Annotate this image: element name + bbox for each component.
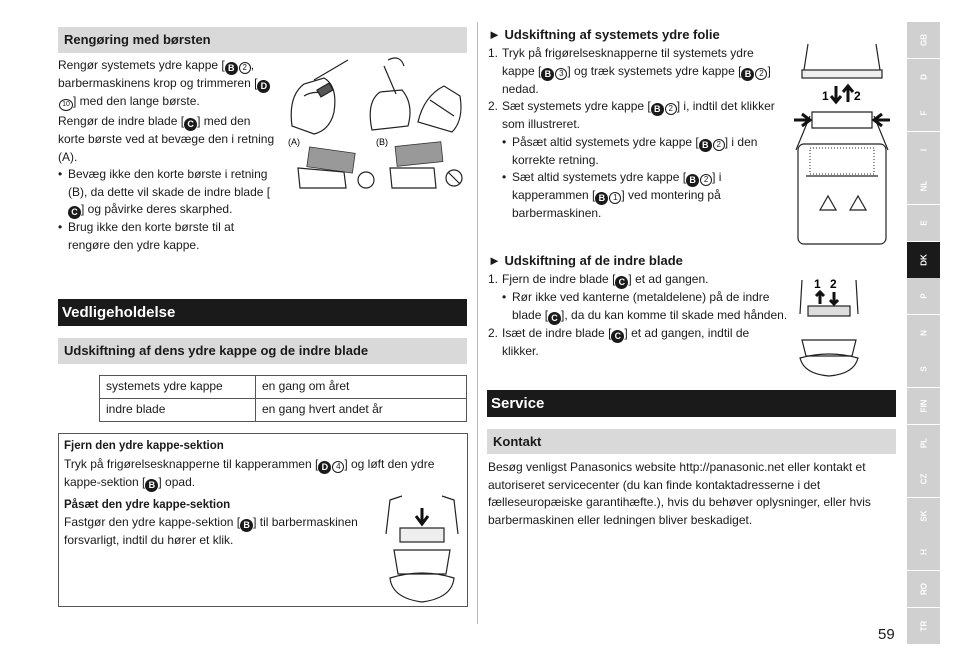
brush-cleaning-illustration [284, 56, 470, 198]
language-tab-gb[interactable] [907, 22, 940, 58]
table-cell: indre blade [100, 399, 256, 422]
language-tab-label: D [918, 73, 928, 80]
replacement-table [99, 375, 467, 422]
language-tab-label: SK [918, 510, 928, 522]
table-row [100, 376, 467, 399]
language-tab-label: GB [918, 34, 928, 46]
list-item: • Sæt altid systemets ydre kappe [ B 2 ] i kapperammen [ B 1 ] ved montering på barbermaskinen. [502, 169, 788, 223]
language-tab-label: PL [918, 437, 928, 448]
list-item: • Påsæt altid systemets ydre kappe [ B 2 ] i den korrekte retning. [502, 134, 788, 170]
language-tab-label: H [918, 549, 928, 556]
language-tab-label: F [918, 110, 928, 116]
language-tab-label: N [918, 329, 928, 336]
brush-paragraph-2: Rengør de indre blade [ C ] med den korte børste ved at bevæge den i retning (A). [58, 114, 275, 164]
language-tab-n[interactable] [907, 315, 940, 351]
language-tab-e[interactable] [907, 205, 940, 241]
language-tab-ro[interactable] [907, 571, 940, 607]
language-tab-s[interactable] [907, 351, 940, 387]
list-item: 2. Sæt systemets ydre kappe [ B 2 ] i, indtil det klikker som illustreret. [488, 99, 775, 131]
language-tab-f[interactable] [907, 95, 940, 131]
brush-paragraph-1: Rengør systemets ydre kappe [ B 2 , barbermaskinens krop og trimmeren [ D10 ] med den lange børste. [58, 57, 275, 111]
language-tab-label: E [918, 220, 928, 226]
foil-text [488, 45, 788, 223]
language-tab-label: FIN [918, 399, 928, 413]
language-tab-label: S [918, 366, 928, 373]
list-item: • Bevæg ikke den korte børste i retning (B), da dette vil skade de indre blade [C ] og påvirke deres skarphed. [58, 166, 275, 219]
language-tab-nl[interactable] [907, 168, 940, 204]
label-b: (B) [376, 137, 388, 147]
page-number: 59 [878, 626, 895, 643]
blades-text [488, 271, 788, 360]
blades-heading: ► Udskiftning af de indre blade [488, 253, 683, 268]
maintenance-heading: Vedligeholdelse [58, 299, 467, 326]
language-tab-pl[interactable] [907, 425, 940, 461]
language-tab-dk[interactable] [907, 242, 940, 278]
brush-bullets [58, 166, 275, 254]
list-item: 1. Tryk på frigørelsesknapperne til systemets ydre kappe [ B 3 ] og træk systemets ydre kappe [ B 2 ] nedad. [488, 46, 771, 96]
language-tab-label: NL [918, 181, 928, 192]
language-tab-h[interactable] [907, 534, 940, 570]
brush-heading: Rengøring med børsten [58, 27, 467, 53]
brush-text [58, 57, 275, 254]
attach-text: Fastgør den ydre kappe-sektion [ B ] til barbermaskinen forsvarligt, indtil du hører et klik. [64, 515, 358, 547]
language-tab-cz[interactable] [907, 461, 940, 497]
contact-text: Besøg venligst Panasonics website http://panasonic.net eller kontakt et autoriseret servicecenter (du kan finde kontaktadresserne i det fælleseuropæiske garantihæfte.), hvis du behøver oplysninger, eller hvis barbermaskinen eller ledningen bliver beskadiget. [488, 460, 871, 527]
blades-illustration [794, 270, 864, 378]
table-cell: systemets ydre kappe [100, 376, 256, 399]
language-tab-label: RO [918, 583, 928, 595]
remove-heading: Fjern den ydre kappe-sektion [64, 440, 224, 452]
table-row [100, 399, 467, 422]
list-item: 2. Isæt de indre blade [ C ] et ad gangen, indtil de klikker. [488, 325, 750, 358]
svg-text:1: 1 [814, 277, 821, 291]
column-divider [477, 22, 478, 624]
list-item: 1. Fjern de indre blade [ C ] et ad gangen. [488, 272, 709, 287]
language-tab-label: CZ [918, 473, 928, 485]
svg-text:2: 2 [830, 277, 837, 291]
language-tab-tr[interactable] [907, 608, 940, 644]
attach-section-illustration [380, 494, 464, 604]
language-tab-label: TR [918, 620, 928, 631]
foil-heading: ► Udskiftning af systemets ydre folie [488, 27, 720, 42]
language-tab-label: DK [918, 253, 928, 266]
c-symbol: C [184, 118, 197, 131]
d-symbol: D [257, 80, 270, 93]
language-tab-i[interactable] [907, 132, 940, 168]
label-a: (A) [288, 137, 300, 147]
remove-text: Tryk på frigørelsesknapperne til kapperammen [ D 4 ] og løft den ydre kappe-sektion [ B ] opad. [64, 456, 435, 490]
foil-illustration [792, 40, 892, 246]
arrow-label-2: 2 [854, 89, 861, 103]
language-tab-label: I [918, 148, 928, 151]
language-tab-p[interactable] [907, 278, 940, 314]
b-symbol: B [225, 62, 238, 75]
list-item: • Brug ikke den korte børste til at rengøre den ydre kappe. [58, 219, 275, 254]
table-cell: en gang hvert andet år [256, 399, 467, 422]
replace-heading: Udskiftning af dens ydre kappe og de indre blade [58, 338, 467, 364]
attach-heading: Påsæt den ydre kappe-sektion [64, 498, 231, 511]
table-cell: en gang om året [256, 376, 467, 399]
service-heading: Service [487, 390, 896, 417]
language-tab-sk[interactable] [907, 498, 940, 534]
arrow-label-1: 1 [822, 89, 829, 103]
language-tab-label: P [918, 293, 928, 299]
language-tab-fin[interactable] [907, 388, 940, 424]
contact-heading: Kontakt [487, 429, 896, 454]
language-tab-d[interactable] [907, 59, 940, 95]
list-item: • Rør ikke ved kanterne (metaldelene) på de indre blade [ C ], da du kan komme til skade med hånden. [502, 289, 788, 325]
